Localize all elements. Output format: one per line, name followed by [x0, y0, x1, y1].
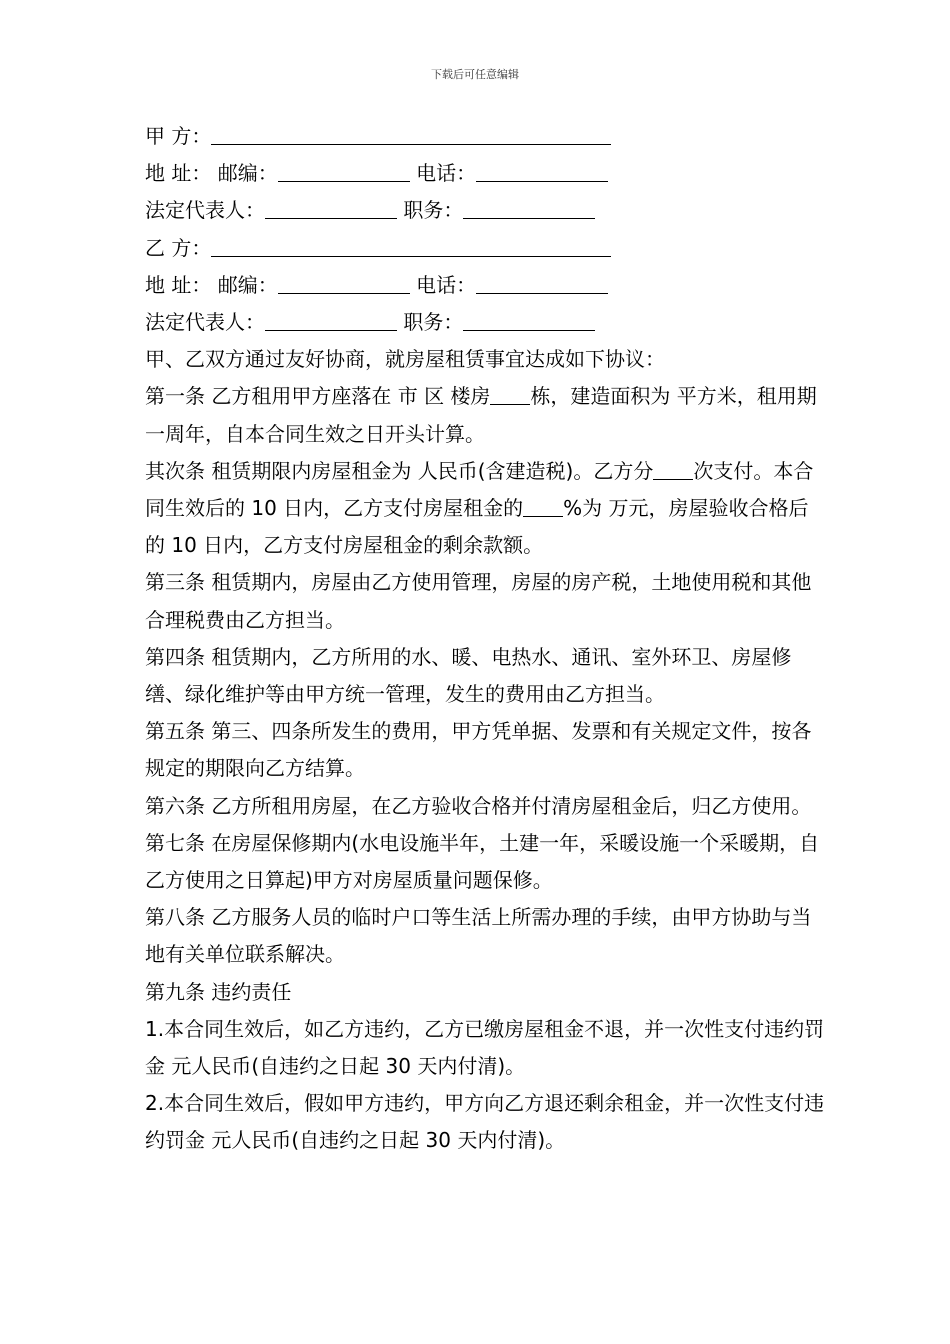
- party-b-title-blank[interactable]: [463, 308, 595, 331]
- article-9-title: 第九条 违约责任: [145, 979, 292, 1004]
- article-1: [145, 378, 825, 452]
- party-b-phone-label: 电话：: [416, 272, 477, 297]
- party-b-postcode-blank[interactable]: [278, 271, 410, 294]
- party-a-title-label: 职务：: [403, 198, 464, 223]
- party-b-label: 乙 方：: [145, 235, 212, 260]
- party-a-title-blank[interactable]: [463, 196, 595, 219]
- party-a-postcode-blank[interactable]: [278, 159, 410, 182]
- party-b-contact-line: [145, 267, 825, 304]
- party-b-postcode-label: 邮编：: [217, 272, 278, 297]
- party-b-line: [145, 230, 825, 267]
- article-1-text-a: 第一条 乙方租用甲方座落在 市 区 楼房: [145, 384, 491, 409]
- party-a-address-label: 地 址：: [145, 161, 212, 186]
- article-2-installments-blank[interactable]: [653, 457, 693, 480]
- party-a-contact-line: [145, 155, 825, 192]
- article-2: [145, 453, 825, 565]
- article-2-text-a: 其次条 租赁期限内房屋租金为 人民币(含建造税)。乙方分: [145, 458, 654, 483]
- intro-paragraph: 甲、乙双方通过友好协商，就房屋租赁事宜达成如下协议：: [145, 347, 665, 372]
- article-1-text-b: 栋，建造面积为 平方米，租用期一周年，自本合同生效之日开头计算。: [145, 384, 817, 446]
- article-6: 第六条 乙方所租用房屋，在乙方验收合格并付清房屋租金后，归乙方使用。: [145, 793, 812, 818]
- party-a-rep-blank[interactable]: [265, 196, 397, 219]
- party-a-rep-line: [145, 192, 825, 229]
- article-5: 第五条 第三、四条所发生的费用，甲方凭单据、发票和有关规定文件，按各规定的期限向乙方结算。: [145, 719, 812, 781]
- party-a-rep-label: 法定代表人：: [145, 198, 265, 223]
- party-a-phone-blank[interactable]: [476, 159, 608, 182]
- header-note: 下载后可任意编辑: [431, 68, 519, 81]
- article-4: 第四条 租赁期内，乙方所用的水、暖、电热水、通讯、室外环卫、房屋修缮、绿化维护等由甲方统一管理，发生的费用由乙方担当。: [145, 644, 792, 707]
- article-2-text-b: 次支付。本合同生效后的 10 日内，乙方支付房屋租金的: [145, 458, 814, 521]
- party-b-blank[interactable]: [211, 234, 611, 257]
- party-a-postcode-label: 邮编：: [217, 161, 278, 186]
- party-b-rep-line: [145, 304, 825, 341]
- party-b-address-label: 地 址：: [145, 272, 212, 297]
- party-a-line: [145, 118, 825, 155]
- article-2-text-c: %为 万元，房屋验收合格后的 10 日内，乙方支付房屋租金的剩余款额。: [145, 496, 809, 558]
- contract-body: [145, 118, 825, 1160]
- party-a-phone-label: 电话：: [416, 161, 477, 186]
- party-b-rep-blank[interactable]: [265, 308, 397, 331]
- article-2-percent-blank[interactable]: [523, 494, 563, 517]
- article-3: 第三条 租赁期内，房屋由乙方使用管理，房屋的房产税，土地使用税和其他合理税费由乙方担当。: [145, 570, 812, 632]
- party-b-title-label: 职务：: [403, 310, 464, 335]
- party-a-label: 甲 方：: [145, 124, 212, 148]
- party-b-phone-blank[interactable]: [476, 271, 608, 294]
- party-b-rep-label: 法定代表人：: [145, 310, 265, 335]
- article-9-clause-1: 1.本合同生效后，如乙方违约，乙方已缴房屋租金不退，并一次性支付违约罚金 元人民币(自违约之日起 30 天内付清)。: [145, 1016, 825, 1079]
- party-a-blank[interactable]: [211, 122, 611, 145]
- article-9-clause-2: 2.本合同生效后，假如甲方违约，甲方向乙方退还剩余租金，并一次性支付违约罚金 元人民币(自违约之日起 30 天内付清)。: [145, 1091, 825, 1153]
- article-8: 第八条 乙方服务人员的临时户口等生活上所需办理的手续，由甲方协助与当地有关单位联系解决。: [145, 905, 812, 967]
- article-1-building-blank[interactable]: [490, 382, 530, 405]
- article-7: 第七条 在房屋保修期内(水电设施半年，土建一年，采暖设施一个采暖期，自乙方使用之日算起)甲方对房屋质量问题保修。: [145, 830, 820, 893]
